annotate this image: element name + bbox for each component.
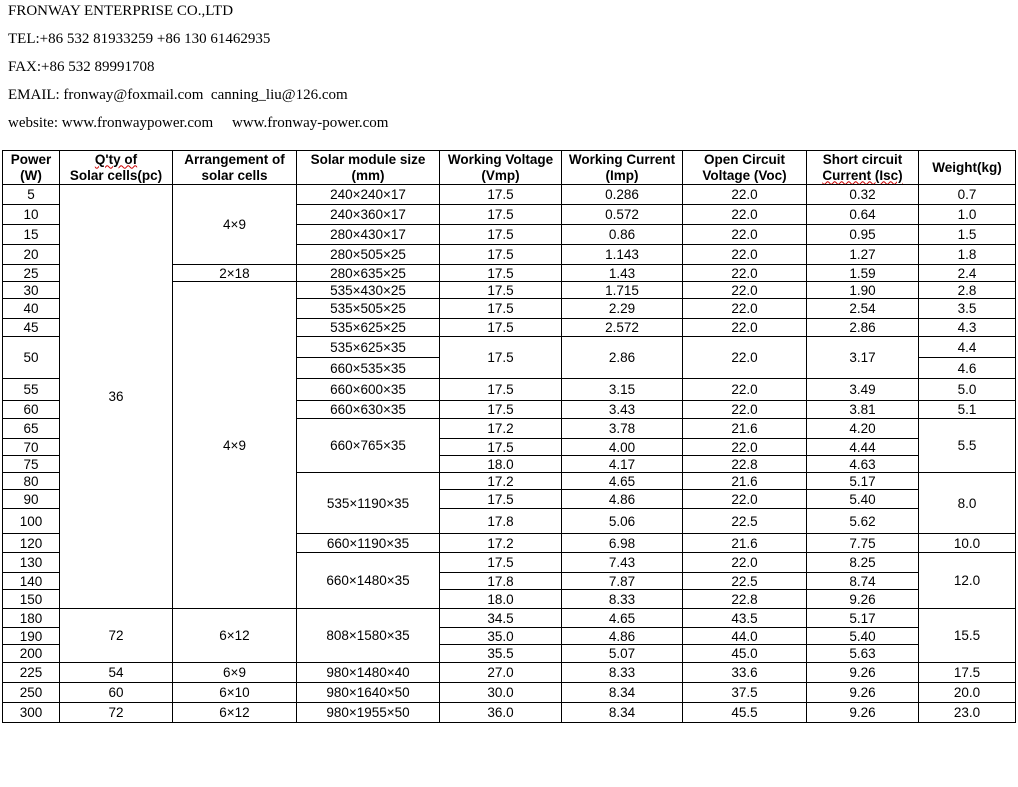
imp-cell: 1.43 (562, 265, 683, 282)
voc-cell: 22.0 (683, 337, 807, 379)
isc-cell: 8.25 (807, 553, 919, 573)
voc-cell: 45.0 (683, 645, 807, 663)
imp-cell: 7.43 (562, 553, 683, 573)
weight-cell: 4.6 (919, 358, 1016, 379)
imp-cell: 0.86 (562, 225, 683, 245)
vmp-cell: 18.0 (440, 456, 562, 473)
vmp-cell: 17.5 (440, 319, 562, 337)
company-website: website: www.fronwaypower.com www.fronway-power.com (8, 115, 389, 131)
arrangement-cell: 6×9 (173, 663, 297, 683)
vmp-cell: 18.0 (440, 590, 562, 609)
imp-cell: 8.33 (562, 663, 683, 683)
imp-cell: 4.17 (562, 456, 683, 473)
power-cell: 130 (3, 553, 60, 573)
imp-cell: 1.143 (562, 245, 683, 265)
voc-cell: 22.0 (683, 185, 807, 205)
power-cell: 45 (3, 319, 60, 337)
vmp-cell: 30.0 (440, 683, 562, 703)
weight-cell: 3.5 (919, 299, 1016, 319)
power-cell: 200 (3, 645, 60, 663)
vmp-cell: 17.5 (440, 245, 562, 265)
power-cell: 15 (3, 225, 60, 245)
vmp-cell: 17.5 (440, 185, 562, 205)
header-size: Solar module size (mm) (297, 151, 440, 185)
voc-cell: 22.0 (683, 245, 807, 265)
qty-cell: 72 (60, 703, 173, 723)
arrangement-cell: 6×12 (173, 703, 297, 723)
size-cell: 280×635×25 (297, 265, 440, 282)
voc-cell: 21.6 (683, 419, 807, 439)
voc-cell: 22.0 (683, 282, 807, 299)
isc-cell: 9.26 (807, 703, 919, 723)
weight-cell: 23.0 (919, 703, 1016, 723)
weight-cell: 5.0 (919, 379, 1016, 401)
table-row (3, 609, 1016, 628)
voc-cell: 22.0 (683, 553, 807, 573)
power-cell: 90 (3, 490, 60, 509)
weight-cell: 15.5 (919, 609, 1016, 663)
isc-cell: 4.63 (807, 456, 919, 473)
imp-cell: 2.572 (562, 319, 683, 337)
vmp-cell: 36.0 (440, 703, 562, 723)
voc-cell: 22.0 (683, 299, 807, 319)
size-cell: 240×360×17 (297, 205, 440, 225)
size-cell: 280×430×17 (297, 225, 440, 245)
voc-cell: 33.6 (683, 663, 807, 683)
imp-cell: 4.65 (562, 473, 683, 490)
vmp-cell: 17.5 (440, 205, 562, 225)
power-cell: 80 (3, 473, 60, 490)
vmp-cell: 17.2 (440, 419, 562, 439)
power-cell: 250 (3, 683, 60, 703)
voc-cell: 22.8 (683, 456, 807, 473)
imp-cell: 2.86 (562, 337, 683, 379)
voc-cell: 37.5 (683, 683, 807, 703)
company-email: EMAIL: fronway@foxmail.com canning_liu@126.com (8, 87, 348, 103)
header-vmp: Working Voltage (Vmp) (440, 151, 562, 185)
isc-cell: 5.17 (807, 473, 919, 490)
table-header-row (3, 151, 1016, 185)
imp-cell: 4.86 (562, 628, 683, 645)
weight-cell: 5.5 (919, 419, 1016, 473)
power-cell: 5 (3, 185, 60, 205)
qty-cell: 36 (60, 185, 173, 609)
isc-cell: 7.75 (807, 534, 919, 553)
voc-cell: 22.5 (683, 573, 807, 590)
vmp-cell: 17.5 (440, 439, 562, 456)
company-name: FRONWAY ENTERPRISE CO.,LTD (8, 3, 234, 19)
size-cell: 280×505×25 (297, 245, 440, 265)
voc-cell: 43.5 (683, 609, 807, 628)
imp-cell: 4.00 (562, 439, 683, 456)
power-cell: 300 (3, 703, 60, 723)
vmp-cell: 17.8 (440, 573, 562, 590)
weight-cell: 1.0 (919, 205, 1016, 225)
size-cell: 660×630×35 (297, 401, 440, 419)
vmp-cell: 17.5 (440, 490, 562, 509)
size-cell: 535×625×25 (297, 319, 440, 337)
power-cell: 180 (3, 609, 60, 628)
size-cell: 660×1190×35 (297, 534, 440, 553)
voc-cell: 22.0 (683, 439, 807, 456)
power-cell: 120 (3, 534, 60, 553)
power-cell: 60 (3, 401, 60, 419)
isc-cell: 9.26 (807, 663, 919, 683)
isc-cell: 1.59 (807, 265, 919, 282)
vmp-cell: 27.0 (440, 663, 562, 683)
vmp-cell: 17.5 (440, 225, 562, 245)
isc-cell: 2.86 (807, 319, 919, 337)
header-imp: Working Current (Imp) (562, 151, 683, 185)
table-body (3, 185, 1016, 723)
isc-cell: 4.44 (807, 439, 919, 456)
power-cell: 30 (3, 282, 60, 299)
isc-cell: 5.62 (807, 509, 919, 534)
power-cell: 140 (3, 573, 60, 590)
vmp-cell: 35.5 (440, 645, 562, 663)
power-cell: 150 (3, 590, 60, 609)
isc-cell: 5.40 (807, 628, 919, 645)
power-cell: 50 (3, 337, 60, 379)
vmp-cell: 17.5 (440, 265, 562, 282)
vmp-cell: 17.5 (440, 553, 562, 573)
size-cell: 535×505×25 (297, 299, 440, 319)
imp-cell: 3.78 (562, 419, 683, 439)
size-cell: 808×1580×35 (297, 609, 440, 663)
voc-cell: 22.5 (683, 509, 807, 534)
isc-cell: 9.26 (807, 590, 919, 609)
arrangement-cell: 4×9 (173, 185, 297, 265)
solar-module-spec-table (2, 150, 1016, 723)
voc-cell: 22.0 (683, 265, 807, 282)
header-voc: Open Circuit Voltage (Voc) (683, 151, 807, 185)
voc-cell: 21.6 (683, 534, 807, 553)
isc-cell: 3.49 (807, 379, 919, 401)
power-cell: 20 (3, 245, 60, 265)
header-isc: Short circuit Current (Isc) (807, 151, 919, 185)
weight-cell: 12.0 (919, 553, 1016, 609)
voc-cell: 45.5 (683, 703, 807, 723)
size-cell: 535×430×25 (297, 282, 440, 299)
table-row (3, 683, 1016, 703)
weight-cell: 0.7 (919, 185, 1016, 205)
isc-cell: 3.17 (807, 337, 919, 379)
size-cell: 660×765×35 (297, 419, 440, 473)
size-cell: 535×625×35 (297, 337, 440, 358)
table-row (3, 185, 1016, 205)
imp-cell: 0.286 (562, 185, 683, 205)
isc-cell: 8.74 (807, 573, 919, 590)
power-cell: 70 (3, 439, 60, 456)
weight-cell: 10.0 (919, 534, 1016, 553)
vmp-cell: 34.5 (440, 609, 562, 628)
vmp-cell: 17.2 (440, 473, 562, 490)
power-cell: 190 (3, 628, 60, 645)
imp-cell: 8.34 (562, 683, 683, 703)
imp-cell: 0.572 (562, 205, 683, 225)
header-power: Power (W) (3, 151, 60, 185)
power-cell: 55 (3, 379, 60, 401)
voc-cell: 44.0 (683, 628, 807, 645)
arrangement-cell: 6×10 (173, 683, 297, 703)
size-cell: 980×1955×50 (297, 703, 440, 723)
isc-cell: 4.20 (807, 419, 919, 439)
weight-cell: 8.0 (919, 473, 1016, 534)
isc-cell: 9.26 (807, 683, 919, 703)
header-qty: Q'ty of Solar cells(pc) (60, 151, 173, 185)
isc-cell: 1.27 (807, 245, 919, 265)
isc-cell: 5.63 (807, 645, 919, 663)
vmp-cell: 17.5 (440, 337, 562, 379)
isc-cell: 5.17 (807, 609, 919, 628)
imp-cell: 3.43 (562, 401, 683, 419)
power-cell: 25 (3, 265, 60, 282)
weight-cell: 5.1 (919, 401, 1016, 419)
company-fax: FAX:+86 532 89991708 (8, 59, 155, 75)
vmp-cell: 35.0 (440, 628, 562, 645)
vmp-cell: 17.5 (440, 379, 562, 401)
table-row (3, 663, 1016, 683)
voc-cell: 22.0 (683, 490, 807, 509)
size-cell: 660×1480×35 (297, 553, 440, 609)
power-cell: 225 (3, 663, 60, 683)
voc-cell: 21.6 (683, 473, 807, 490)
imp-cell: 6.98 (562, 534, 683, 553)
imp-cell: 3.15 (562, 379, 683, 401)
imp-cell: 1.715 (562, 282, 683, 299)
isc-cell: 5.40 (807, 490, 919, 509)
power-cell: 10 (3, 205, 60, 225)
vmp-cell: 17.5 (440, 282, 562, 299)
isc-cell: 3.81 (807, 401, 919, 419)
weight-cell: 20.0 (919, 683, 1016, 703)
weight-cell: 2.8 (919, 282, 1016, 299)
imp-cell: 8.34 (562, 703, 683, 723)
imp-cell: 4.65 (562, 609, 683, 628)
arrangement-cell: 4×9 (173, 282, 297, 609)
size-cell: 980×1480×40 (297, 663, 440, 683)
size-cell: 660×600×35 (297, 379, 440, 401)
size-cell: 535×1190×35 (297, 473, 440, 534)
power-cell: 40 (3, 299, 60, 319)
vmp-cell: 17.5 (440, 401, 562, 419)
imp-cell: 5.07 (562, 645, 683, 663)
imp-cell: 8.33 (562, 590, 683, 609)
weight-cell: 1.5 (919, 225, 1016, 245)
voc-cell: 22.0 (683, 205, 807, 225)
imp-cell: 7.87 (562, 573, 683, 590)
qty-cell: 60 (60, 683, 173, 703)
imp-cell: 4.86 (562, 490, 683, 509)
weight-cell: 2.4 (919, 265, 1016, 282)
imp-cell: 2.29 (562, 299, 683, 319)
voc-cell: 22.0 (683, 319, 807, 337)
voc-cell: 22.0 (683, 401, 807, 419)
vmp-cell: 17.8 (440, 509, 562, 534)
qty-cell: 54 (60, 663, 173, 683)
isc-cell: 0.95 (807, 225, 919, 245)
size-cell: 980×1640×50 (297, 683, 440, 703)
power-cell: 65 (3, 419, 60, 439)
weight-cell: 4.4 (919, 337, 1016, 358)
size-cell: 240×240×17 (297, 185, 440, 205)
power-cell: 100 (3, 509, 60, 534)
qty-cell: 72 (60, 609, 173, 663)
voc-cell: 22.0 (683, 225, 807, 245)
company-tel: TEL:+86 532 81933259 +86 130 61462935 (8, 31, 271, 47)
isc-cell: 1.90 (807, 282, 919, 299)
vmp-cell: 17.2 (440, 534, 562, 553)
voc-cell: 22.0 (683, 379, 807, 401)
header-weight: Weight(kg) (919, 151, 1016, 185)
vmp-cell: 17.5 (440, 299, 562, 319)
table-row (3, 703, 1016, 723)
weight-cell: 17.5 (919, 663, 1016, 683)
weight-cell: 1.8 (919, 245, 1016, 265)
imp-cell: 5.06 (562, 509, 683, 534)
header-arrangement: Arrangement of solar cells (173, 151, 297, 185)
weight-cell: 4.3 (919, 319, 1016, 337)
arrangement-cell: 6×12 (173, 609, 297, 663)
isc-cell: 0.32 (807, 185, 919, 205)
isc-cell: 0.64 (807, 205, 919, 225)
isc-cell: 2.54 (807, 299, 919, 319)
voc-cell: 22.8 (683, 590, 807, 609)
size-cell: 660×535×35 (297, 358, 440, 379)
power-cell: 75 (3, 456, 60, 473)
arrangement-cell: 2×18 (173, 265, 297, 282)
